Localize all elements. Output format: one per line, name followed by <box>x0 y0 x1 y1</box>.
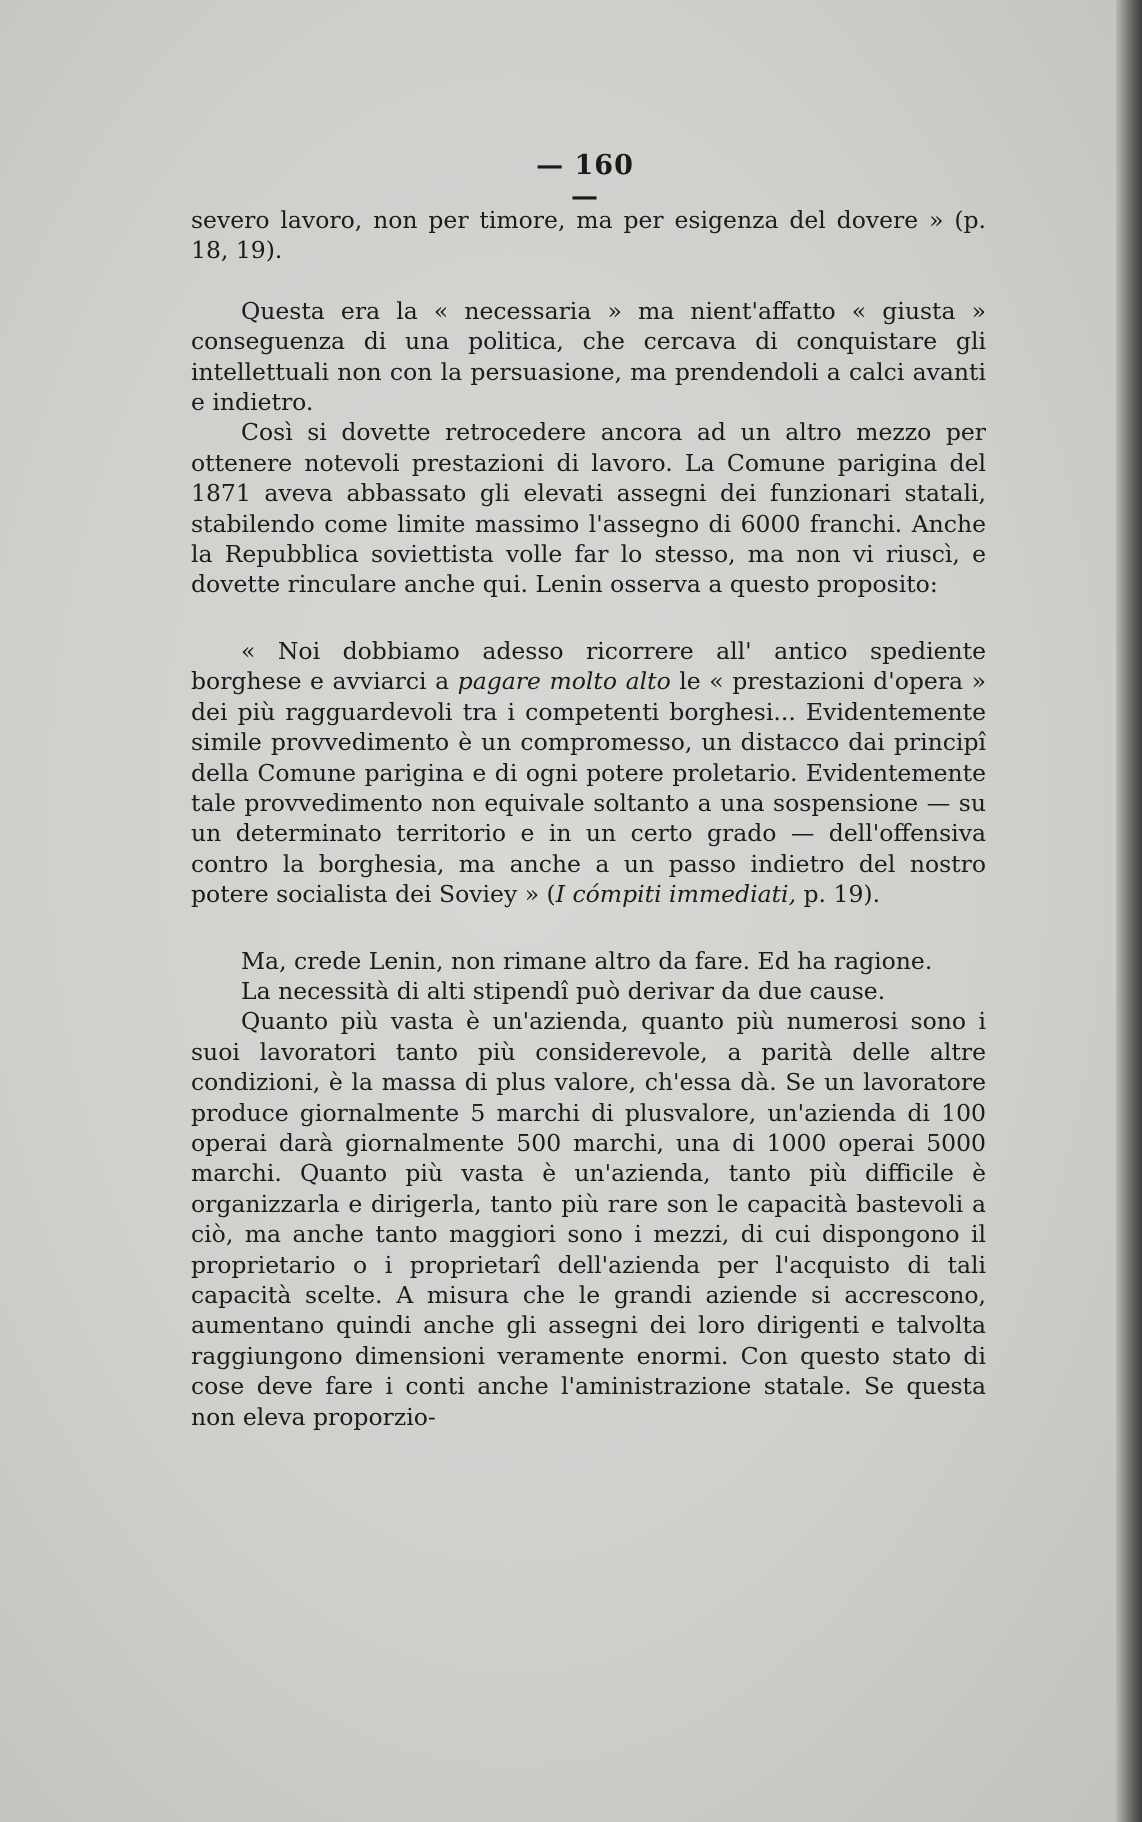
paragraph-conseguenza: Questa era la « necessaria » ma nient'affatto « giusta » conseguenza di una politica, che cercava di conquistare gli intellettuali non con la persuasione, ma prendendoli a calci avanti e indietro. <box>191 296 986 417</box>
quote-text-2: le « prestazioni d'opera » dei più ragguardevoli tra i competenti borghesi... Evidentemente simile provvedimento è un compromesso, un distacco dai principî della Comune parigina e di ogni potere proletario. Evidentemente tale provvedimento non equivale soltanto a una sospensione — su un determinato territorio e in un certo grado — dell'offensiva contro la borghesia, ma anche a un passo indietro del nostro potere socialista dei Soviey » ( <box>191 667 986 909</box>
quote-text-3: p. 19). <box>796 880 881 909</box>
quote-text-1: « Noi dobbiamo adesso ricorrere all' antico spediente borghese e avviarci a <box>191 636 986 696</box>
paragraph-lenin-crede: Ma, crede Lenin, non rimane altro da fare. Ed ha ragione. <box>241 946 933 975</box>
quote-citation-title: I cómpiti immediati, <box>555 880 797 909</box>
paragraph-comune: Così si dovette retrocedere ancora ad un altro mezzo per ottenere notevoli prestazioni di lavoro. La Comune parigina del 1871 aveva abbassato gli elevati assegni dei funzionari statali, stabilendo come limite massimo l'assegno di 6000 franchi. Anche la Repubblica soviettista volle far lo stesso, ma non vi riuscì, e dovette rinculare anche qui. Lenin osserva a questo proposito: <box>191 418 986 599</box>
paragraph-necessita: La necessità di alti stipendî può derivar da due cause. <box>241 976 886 1005</box>
body-text <box>191 205 986 1432</box>
lenin-quote <box>191 636 986 910</box>
quote-italic-pagare: pagare molto alto <box>457 667 671 696</box>
page-edge-shadow <box>1116 0 1142 1822</box>
paragraph-continuation: severo lavoro, non per timore, ma per esigenza del dovere » (p. 18, 19). <box>191 206 986 265</box>
page-number: — 160 — <box>536 150 634 212</box>
paragraph-azienda: Quanto più vasta è un'azienda, quanto più numerosi sono i suoi lavoratori tanto più considerevole, a parità delle altre condizioni, è la massa di plus valore, ch'essa dà. Se un lavoratore produce giornalmente 5 marchi di plusvalore, un'azienda di 100 operai darà giornalmente 500 marchi, una di 1000 operai 5000 marchi. Quanto più vasta è un'azienda, tanto più difficile è organizzarla e dirigerla, tanto più rare son le capacità bastevoli a ciò, ma anche tanto maggiori sono i mezzi, di cui dispongono il proprietario o i proprietarî dell'azienda per l'acquisto di tali capacità scelte. A misura che le grandi aziende si accrescono, aumentano quindi anche gli assegni dei loro dirigenti e talvolta raggiungono dimensioni veramente enormi. Con questo stato di cose deve fare i conti anche l'aministrazione statale. Se questa non eleva proporzio- <box>191 1007 986 1431</box>
